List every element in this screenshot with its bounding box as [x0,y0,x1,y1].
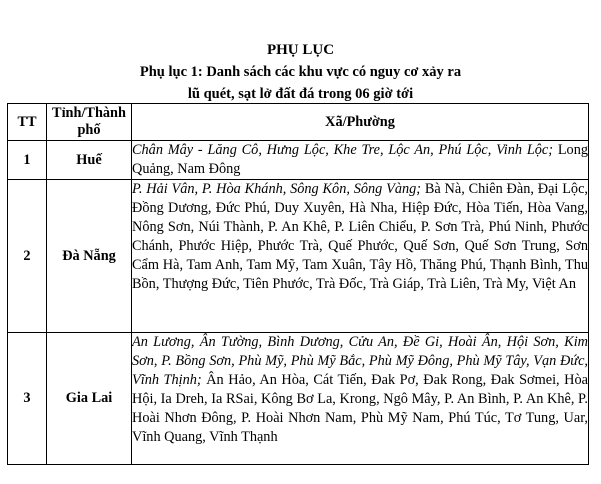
header-wards: Xã/Phường [132,104,589,141]
table-header-row [8,104,589,141]
document-title: PHỤ LỤC [266,42,335,58]
table-row [8,141,589,180]
ward-list [132,141,589,180]
row-number: 1 [8,141,47,180]
table-row [8,180,589,333]
ward-list-italic: An Lương, Ân Tường, Bình Dương, Cửu An, Đề Gi, Hoài Ân, Hội Sơn, Kim Sơn, P. Bồng Sơn, Phù Mỹ, Phù Mỹ Bắc, Phù Mỹ Đông, Phù Mỹ Tây, Vạn Đức, Vĩnh Thịnh; [132,334,588,388]
province-name: Gia Lai [47,333,132,465]
header-tt: TT [8,104,47,141]
ward-list-normal: Long Quảng, Nam Đông [132,142,588,177]
row-number: 2 [8,180,47,333]
ward-list-normal: Ân Hảo, An Hòa, Cát Tiến, Đak Pơ, Đak Rong, Đak Sơmei, Hòa Hội, Ia Dreh, Ia RSai, Kông Bơ La, Krong, Ngô Mây, P. An Bình, P. An Khê, P. Hoài Nhơn Đông, P. Hoài Nhơn Nam, Phù Mỹ Nam, Phú Túc, Tơ Tung, Uar, Vĩnh Quang, Vĩnh Thạnh [132,371,588,445]
row-number: 3 [8,333,47,465]
ward-list [132,333,589,465]
header-province-line-2: phố [77,122,101,138]
header-province-line-1: Tỉnh/Thành [52,105,126,121]
ward-list-italic: Chân Mây - Lăng Cô, Hưng Lộc, Khe Tre, Lộc An, Phú Lộc, Vinh Lộc; [132,142,554,158]
table-row [8,333,589,465]
document-subtitle-line-2: lũ quét, sạt lở đất đá trong 06 giờ tới [187,86,414,102]
ward-list-italic: P. Hải Vân, P. Hòa Khánh, Sông Kôn, Sông Vàng; [132,181,422,197]
document-subtitle-line-1: Phụ lục 1: Danh sách các khu vực có nguy cơ xảy ra [139,64,462,80]
province-name: Đà Nẵng [47,180,132,333]
ward-list-normal: Bà Nà, Chiên Đàn, Đại Lộc, Đồng Dương, Đức Phú, Duy Xuyên, Hà Nha, Hiệp Đức, Hòa Tiến, Hòa Vang, Nông Sơn, Núi Thành, P. An Khê, P. Liên Chiểu, P. Sơn Trà, Phú Ninh, Phước Chánh, Phước Hiệp, Phước Trà, Quế Phước, Quế Sơn, Quế Sơn Trung, Sơn Cẩm Hà, Tam Anh, Tam Mỹ, Tam Xuân, Tây Hồ, Thăng Phú, Thạnh Bình, Thu Bồn, Thượng Đức, Tiên Phước, Trà Đốc, Trà Giáp, Trà Liên, Trà My, Việt An [132,181,588,292]
ward-list [132,180,589,333]
province-name: Huế [47,141,132,180]
risk-area-table [7,103,589,465]
header-province [47,104,132,141]
